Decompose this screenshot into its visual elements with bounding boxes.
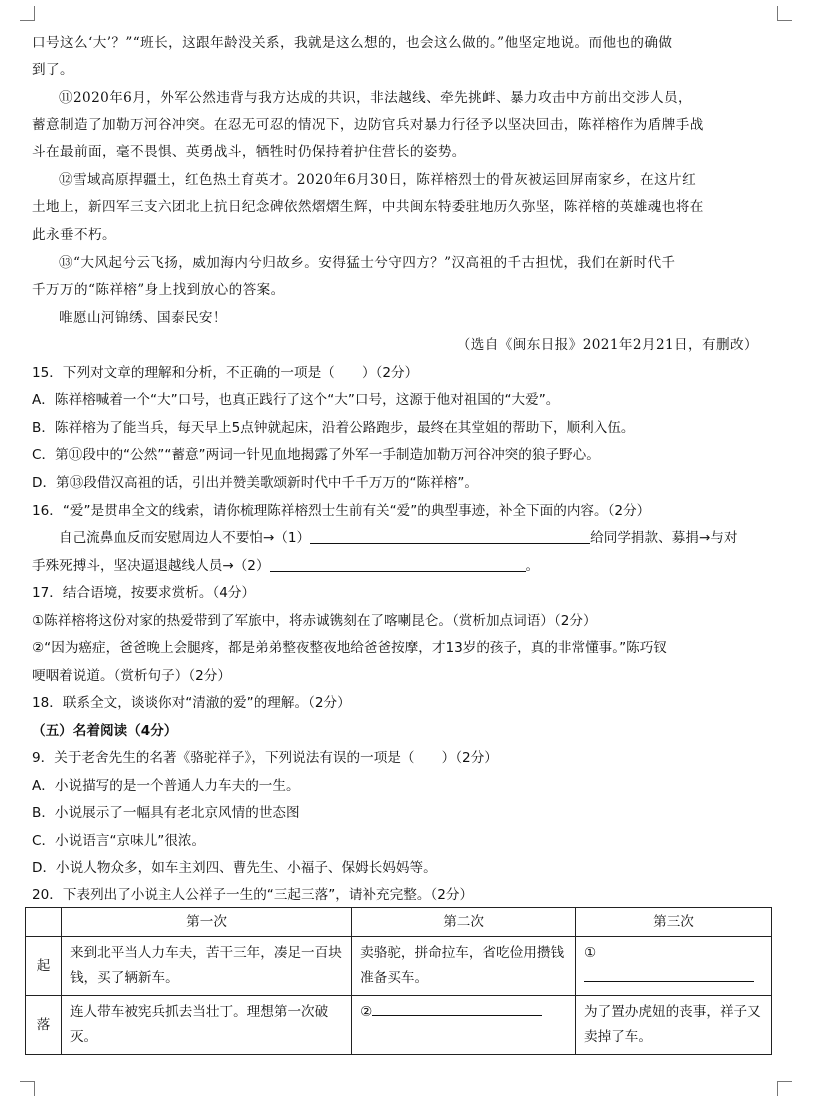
q16-fill-line-1	[32, 529, 772, 547]
table-header-cell	[26, 908, 62, 937]
source-note: （选自《闽东日报》2021年2月21日，有删改）	[456, 337, 758, 353]
table-header-cell: 第一次	[61, 908, 351, 937]
table-header-row	[26, 908, 772, 937]
table-header-cell: 第三次	[576, 908, 772, 937]
q16-blank-1[interactable]	[310, 529, 590, 544]
q17-sub-1: ①陈祥榕将这份对家的热爱带到了军旅中，将赤诚镌刻在了喀喇昆仑。（赏析加点词语）（2分）	[32, 613, 597, 629]
paragraph-12-line: 土地上，新四军三支六团北上抗日纪念碑依然熠熠生辉，中共闽东特委驻地历久弥坚，陈祥榕的英雄魂也将在	[32, 199, 704, 215]
closing-wish: 唯愿山河锦绣、国泰民安！	[59, 310, 227, 326]
section-5-heading: （五）名着阅读（4分）	[32, 723, 178, 739]
q15-option-b: B．陈祥榕为了能当兵，每天早上5点钟就起床，沿着公路跑步，最终在其堂姐的帮助下，顺利入伍。	[32, 420, 635, 436]
q19-option-b: B．小说展示了一幅具有老北京风情的世态图	[32, 805, 300, 821]
paragraph-11-line: 斗在最前面，毫不畏惧、英勇战斗，牺牲时仍保持着护住营长的姿势。	[32, 144, 466, 160]
row-label-rise: 起	[26, 937, 62, 996]
paragraph-12-line: ⑫雪域高原捍疆土，红色热土育英才。2020年6月30日，陈祥榕烈士的骨灰被运回屏南家乡，在这片红	[59, 172, 697, 188]
q16-fill-line-2	[32, 557, 772, 575]
q16-text-1b: 给同学捐款、募捐→与对	[590, 530, 738, 546]
table-header-cell: 第二次	[352, 908, 576, 937]
table-cell: 卖骆驼，拼命拉车，省吃俭用攒钱准备买车。	[352, 937, 576, 996]
q16-text-2a: 手殊死搏斗，坚决逼退越线人员→（2）	[32, 558, 270, 574]
paragraph-13-line: 千万万的“陈祥榕”身上找到放心的答案。	[32, 282, 285, 298]
q20-stem: 20．下表列出了小说主人公祥子一生的“三起三落”，请补充完整。（2分）	[32, 887, 474, 903]
corner-mark-top-left	[20, 6, 35, 21]
answer-blank[interactable]	[584, 967, 754, 982]
q15-option-d: D．第⑬段借汉高祖的话，引出并赞美歌颂新时代中千千万万的“陈祥榕”。	[32, 475, 478, 491]
q19-option-c: C．小说语言“京味儿”很浓。	[32, 833, 206, 849]
q15-option-a: A．陈祥榕喊着一个“大”口号，也真正践行了这个“大”口号，这源于他对祖国的“大爱”。	[32, 392, 560, 408]
table-row	[26, 996, 772, 1055]
q15-stem: 15．下列对文章的理解和分析，不正确的一项是（ ）（2分）	[32, 365, 419, 381]
q18-stem: 18．联系全文，谈谈你对“清澈的爱”的理解。（2分）	[32, 695, 351, 711]
paragraph-11-line: 蓄意制造了加勒万河谷冲突。在忍无可忍的情况下，边防官兵对暴力行径予以坚决回击，陈祥榕作为盾牌手战	[32, 117, 704, 133]
table-cell-blank	[576, 937, 772, 996]
q19-option-d: D．小说人物众多，如车主刘四、曹先生、小福子、保姆长妈妈等。	[32, 860, 437, 876]
three-rises-falls-table	[25, 907, 772, 1055]
q17-sub-2-cont: 哽咽着说道。（赏析句子）（2分）	[32, 668, 231, 684]
corner-mark-top-right	[777, 6, 792, 21]
table-cell: 为了置办虎妞的丧事，祥子又卖掉了车。	[576, 996, 772, 1055]
passage-line: 到了。	[32, 62, 74, 78]
row-label-fall: 落	[26, 996, 62, 1055]
q19-stem: 9．关于老舍先生的名著《骆驼祥子》，下列说法有误的一项是（ ）（2分）	[32, 750, 498, 766]
q16-text-2b: 。	[525, 558, 540, 574]
paragraph-13-line: ⑬“大风起兮云飞扬，威加海内兮归故乡。安得猛士兮守四方？”汉高祖的千古担忧，我们在新时代千	[59, 255, 676, 271]
paragraph-12-line: 此永垂不朽。	[32, 227, 116, 243]
table-cell-blank	[352, 996, 576, 1055]
q16-text-1a: 自己流鼻血反而安慰周边人不要怕→（1）	[59, 530, 311, 546]
corner-mark-bottom-right	[777, 1081, 792, 1096]
corner-mark-bottom-left	[20, 1081, 35, 1096]
blank-marker: ①	[584, 945, 597, 961]
q16-stem: 16．“爱”是贯串全文的线索，请你梳理陈祥榕烈士生前有关“爱”的典型事迹，补全下面的内容。（2分）	[32, 503, 651, 519]
paragraph-11-line: ⑪2020年6月，外军公然违背与我方达成的共识，非法越线、牵先挑衅、暴力攻击中方前出交涉人员，	[59, 90, 692, 106]
passage-line: 口号这么‘大’？”“班长，这跟年龄没关系，我就是这么想的，也会这么做的。”他坚定地说。而他也的确做	[32, 35, 673, 51]
blank-marker: ②	[360, 1004, 373, 1020]
q15-option-c: C．第⑪段中的“公然”“蓄意”两词一针见血地揭露了外军一手制造加勒万河谷冲突的狼子野心。	[32, 447, 600, 463]
table-cell: 来到北平当人力车夫，苦干三年，凑足一百块钱，买了辆新车。	[61, 937, 351, 996]
table-row	[26, 937, 772, 996]
answer-blank[interactable]	[372, 1001, 542, 1016]
table-cell: 连人带车被宪兵抓去当壮丁。理想第一次破灭。	[61, 996, 351, 1055]
q16-blank-2[interactable]	[270, 557, 526, 572]
q17-sub-2: ②“因为癌症，爸爸晚上会腿疼，都是弟弟整夜整夜地给爸爸按摩，才13岁的孩子，真的非常懂事。”陈巧钗	[32, 640, 667, 656]
q19-option-a: A．小说描写的是一个普通人力车夫的一生。	[32, 778, 300, 794]
q17-stem: 17．结合语境，按要求赏析。（4分）	[32, 585, 256, 601]
